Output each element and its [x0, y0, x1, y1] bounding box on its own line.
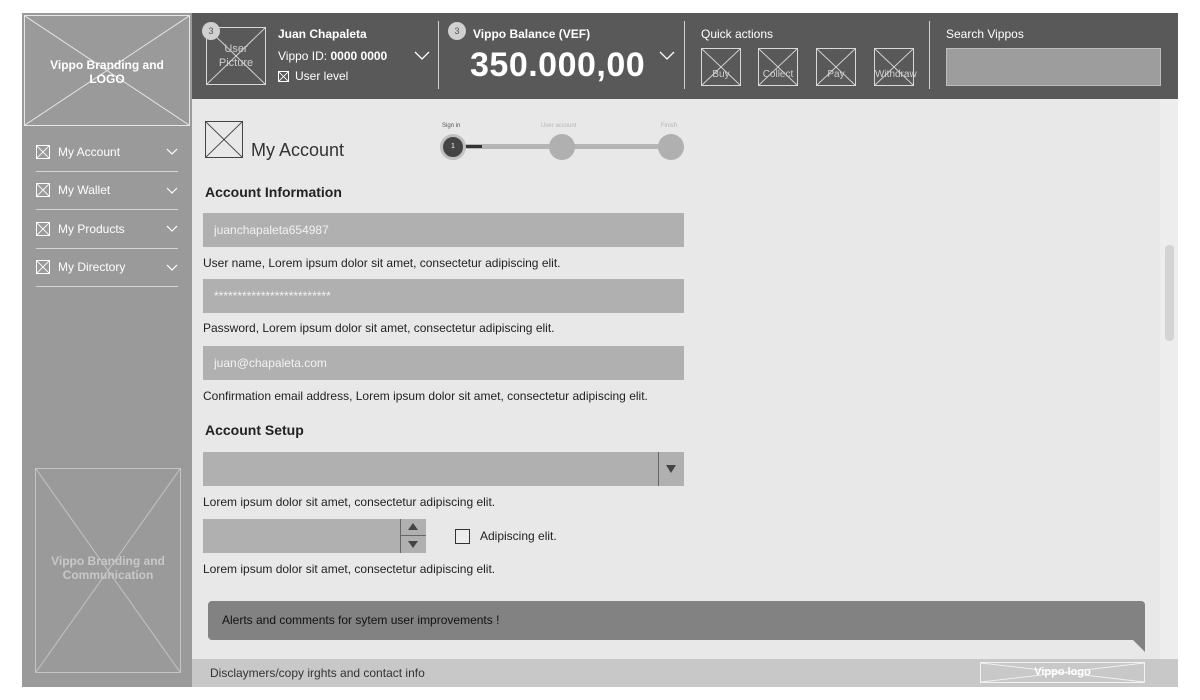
- balance-notification-badge: 3: [448, 22, 466, 40]
- scrollbar-track[interactable]: [1160, 99, 1178, 659]
- speech-tail-icon: [1133, 640, 1145, 652]
- step-dot-sign-in[interactable]: 1: [440, 134, 466, 160]
- branding-communication-placeholder: [35, 468, 181, 673]
- page-image-placeholder: [205, 121, 243, 158]
- email-field[interactable]: [203, 346, 684, 380]
- branding-logo-placeholder: [24, 15, 190, 126]
- collect-button-label: Collect: [762, 69, 794, 80]
- header-divider: [438, 21, 439, 89]
- user-notification-badge: 3: [202, 22, 220, 40]
- checkbox-x-icon: [36, 260, 50, 274]
- header-divider: [684, 21, 685, 89]
- account-setup-select[interactable]: [203, 452, 684, 486]
- footer-logo-label: Vippo logo: [1034, 666, 1091, 678]
- sidebar-nav: [36, 133, 178, 287]
- adipiscing-checkbox[interactable]: [455, 529, 470, 544]
- alert-text: Alerts and comments for sytem user improvements !: [222, 613, 500, 627]
- select-help: Lorem ipsum dolor sit amet, consectetur adipiscing elit.: [203, 495, 496, 509]
- step-label-user-account: User account: [541, 123, 577, 129]
- top-header: [192, 13, 1178, 99]
- user-id-label: Vippo ID:: [278, 49, 328, 63]
- chevron-down-icon: [166, 147, 178, 157]
- step-dot-user-account[interactable]: [549, 134, 575, 160]
- chevron-down-icon: [166, 224, 178, 234]
- page-title: My Account: [251, 140, 345, 160]
- header-divider: [929, 21, 930, 89]
- password-field[interactable]: [203, 279, 684, 313]
- scrollbar-thumb[interactable]: [1165, 245, 1174, 341]
- stepper-down-arrow-icon[interactable]: [406, 539, 420, 549]
- password-help: Password, Lorem ipsum dolor sit amet, consectetur adipiscing elit.: [203, 321, 555, 335]
- checkbox-x-icon: [36, 183, 50, 197]
- buy-button[interactable]: [701, 48, 741, 86]
- footer-logo-placeholder: [980, 662, 1145, 683]
- stepper-up-arrow-icon[interactable]: [406, 522, 420, 532]
- username-field[interactable]: [203, 213, 684, 247]
- progress-stepper: [440, 122, 685, 162]
- step-label-finish: Finish: [661, 123, 678, 129]
- alert-comment-bar: [208, 601, 1145, 640]
- pay-button[interactable]: [816, 48, 856, 86]
- sidebar-item-my-wallet[interactable]: [36, 172, 178, 211]
- chevron-down-icon[interactable]: [414, 51, 430, 61]
- checkbox-x-icon: [36, 145, 50, 159]
- branding-logo-label: Vippo Branding and LOGO: [50, 58, 164, 86]
- user-name: Juan Chapaleta: [278, 27, 367, 41]
- footer: [192, 659, 1178, 687]
- checkbox-x-icon: [36, 222, 50, 236]
- search-title: Search Vippos: [946, 27, 1024, 41]
- dropdown-arrow-icon[interactable]: [665, 464, 677, 474]
- branding-communication-label: Vippo Branding and Communication: [51, 554, 165, 582]
- chevron-down-icon[interactable]: [659, 51, 675, 61]
- sidebar-item-label: My Wallet: [58, 183, 111, 198]
- checkbox-x-icon: [278, 71, 289, 82]
- collect-button[interactable]: [758, 48, 798, 86]
- pay-button-label: Pay: [827, 69, 845, 80]
- user-id-value: 0000 0000: [330, 49, 388, 63]
- user-id: [278, 49, 387, 63]
- balance-title: Vippo Balance (VEF): [473, 27, 591, 41]
- account-information-title: Account Information: [205, 184, 342, 200]
- sidebar-item-my-directory[interactable]: [36, 249, 178, 288]
- stepper-help: Lorem ipsum dolor sit amet, consectetur adipiscing elit.: [203, 562, 496, 576]
- select-divider: [658, 452, 659, 486]
- withdraw-button[interactable]: [874, 48, 917, 86]
- account-setup-title: Account Setup: [205, 422, 304, 438]
- user-level: [278, 69, 348, 83]
- step-label-sign-in: Sign in: [442, 123, 461, 129]
- sidebar-item-my-products[interactable]: [36, 210, 178, 249]
- user-level-label: User level: [295, 69, 349, 83]
- search-input[interactable]: [946, 48, 1161, 86]
- sidebar-item-label: My Products: [58, 221, 125, 236]
- sidebar: [22, 13, 192, 687]
- balance-value: 350.000,00: [470, 46, 646, 84]
- step-dot-finish[interactable]: [658, 134, 684, 160]
- stepper-mid-divider: [401, 535, 426, 536]
- footer-disclaimer[interactable]: Disclaymers/copy irghts and contact info: [210, 666, 425, 680]
- sidebar-item-my-account[interactable]: [36, 133, 178, 172]
- buy-button-label: Buy: [712, 69, 730, 80]
- quantity-stepper[interactable]: [203, 519, 426, 553]
- stepper-divider: [400, 519, 401, 553]
- quick-actions-title: Quick actions: [701, 27, 774, 41]
- sidebar-item-label: My Account: [58, 144, 121, 159]
- chevron-down-icon: [166, 186, 178, 196]
- sidebar-item-label: My Directory: [58, 260, 126, 275]
- chevron-down-icon: [166, 263, 178, 273]
- username-help: User name, Lorem ipsum dolor sit amet, consectetur adipiscing elit.: [203, 256, 561, 270]
- adipiscing-checkbox-label: Adipiscing elit.: [480, 529, 557, 543]
- user-picture-label: User Picture: [218, 43, 254, 69]
- email-help: Confirmation email address, Lorem ipsum dolor sit amet, consectetur adipiscing elit.: [203, 389, 648, 403]
- withdraw-button-label: Withdraw: [875, 69, 917, 80]
